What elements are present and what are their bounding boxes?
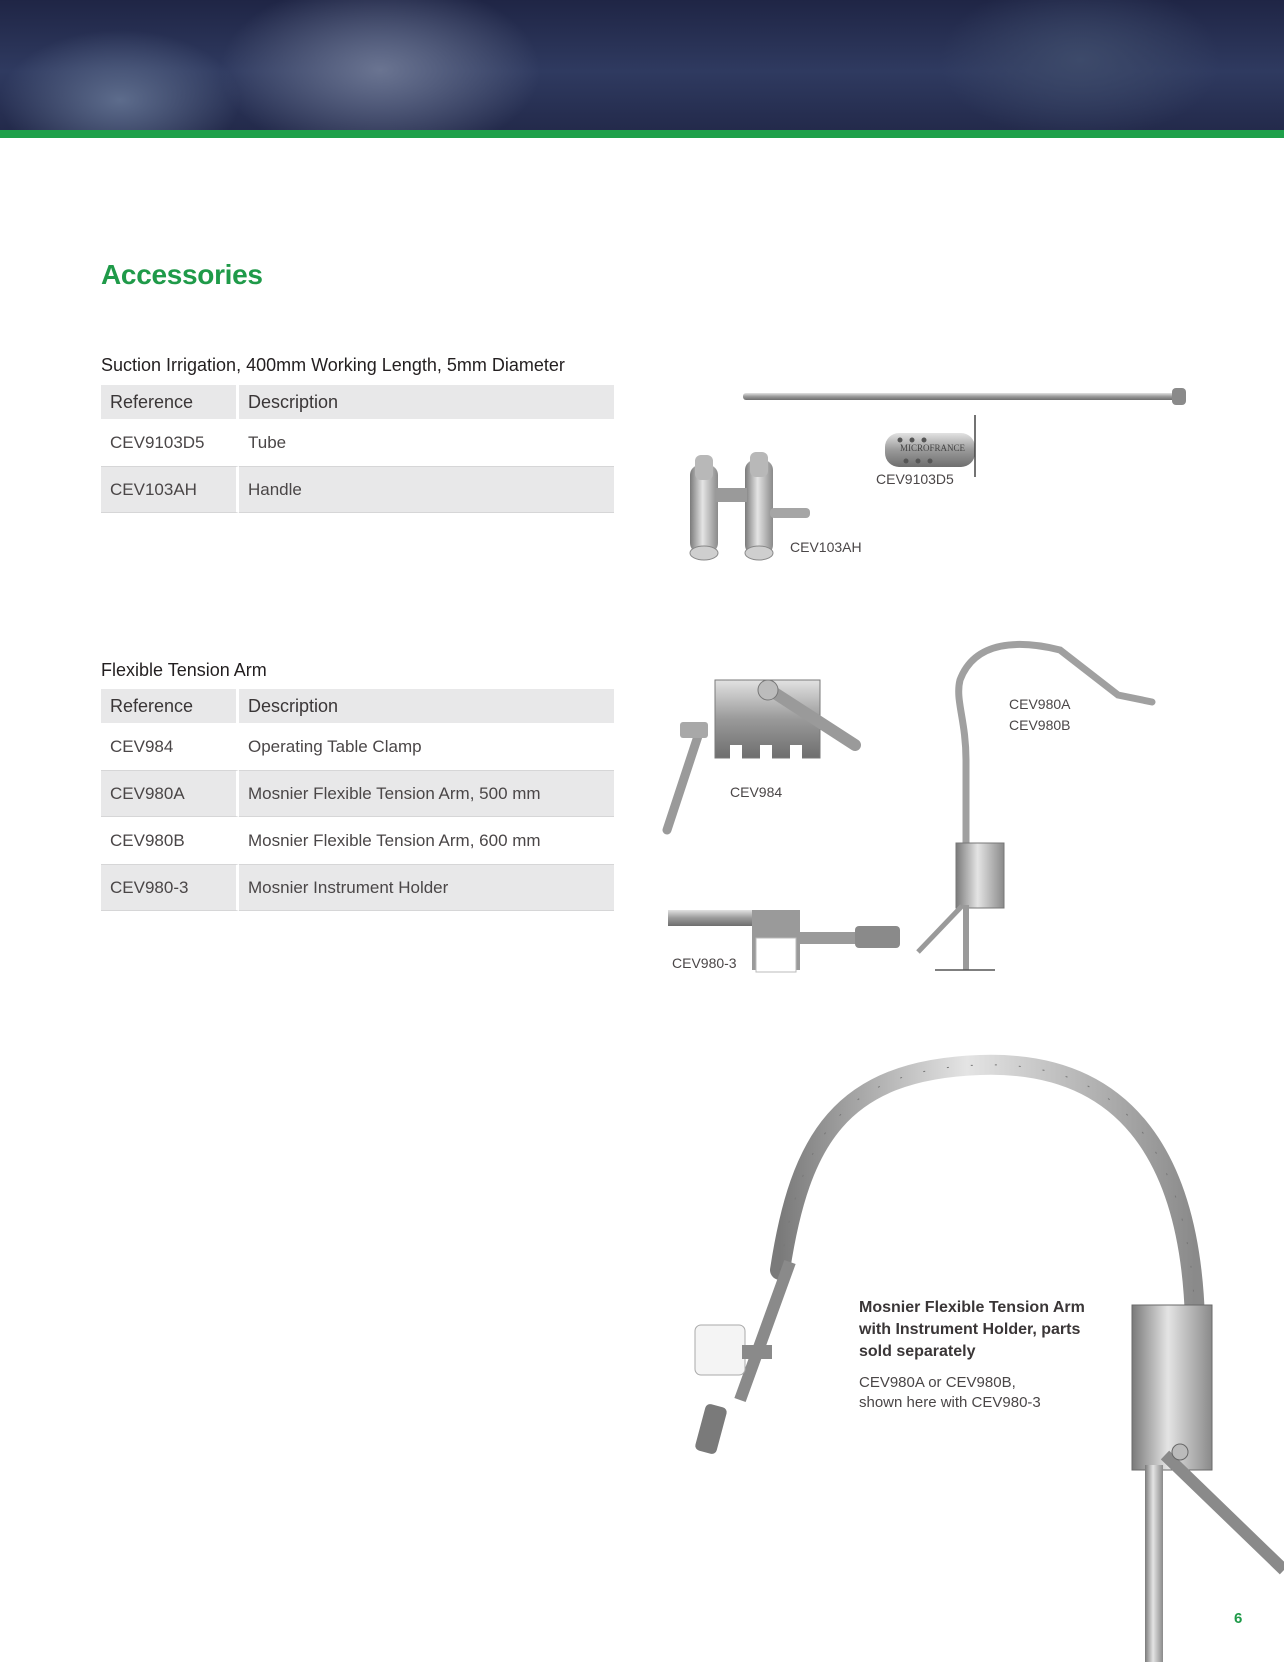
- reference-cell: CEV103AH: [101, 466, 239, 513]
- column-header-description: Description: [239, 689, 614, 723]
- description-cell: Mosnier Flexible Tension Arm, 600 mm: [248, 830, 541, 850]
- feature-caption-title: Mosnier Flexible Tension Arm with Instrument Holder, parts sold separately: [859, 1299, 1085, 1360]
- feature-caption-line: shown here with CEV980-3: [859, 1394, 1041, 1411]
- tension-section-title: Flexible Tension Arm: [101, 660, 267, 680]
- suction-tube-image: [743, 388, 1186, 405]
- reference-cell: CEV9103D5: [101, 419, 239, 466]
- holder-label: CEV980-3: [672, 955, 737, 971]
- tube-label: CEV9103D5: [876, 471, 954, 487]
- table-clamp-image: [667, 680, 855, 830]
- reference-cell: CEV980B: [101, 817, 239, 864]
- column-header-description: Description: [239, 385, 614, 419]
- feature-caption-line: CEV980A or CEV980B,: [859, 1374, 1016, 1391]
- description-cell: Operating Table Clamp: [248, 736, 422, 756]
- description-cell: Mosnier Flexible Tension Arm, 500 mm: [239, 770, 614, 817]
- arm-a-label: CEV980A: [1009, 696, 1071, 712]
- column-header-reference: Reference: [101, 385, 239, 419]
- reference-cell: CEV980-3: [101, 864, 239, 911]
- reference-cell: CEV980A: [101, 770, 239, 817]
- arm-b-label: CEV980B: [1009, 717, 1071, 733]
- flexible-arm-large-image: [694, 1065, 1284, 1662]
- flexible-arm-small-image: [918, 644, 1152, 970]
- suction-section-title: Suction Irrigation, 400mm Working Length, 5mm Diameter: [101, 355, 565, 375]
- handle-label: CEV103AH: [790, 539, 862, 555]
- page-number: 6: [1234, 1610, 1243, 1627]
- page-title: Accessories: [101, 259, 263, 290]
- description-cell: Mosnier Instrument Holder: [239, 864, 614, 911]
- clamp-label: CEV984: [730, 784, 783, 800]
- description-cell: Tube: [248, 432, 287, 452]
- description-cell: Handle: [239, 466, 614, 513]
- brand-mark-text: MICROFRANCE: [900, 443, 966, 453]
- reference-cell: CEV984: [101, 723, 239, 770]
- column-header-reference: Reference: [101, 689, 239, 723]
- feature-caption-detail: [859, 1373, 1099, 1413]
